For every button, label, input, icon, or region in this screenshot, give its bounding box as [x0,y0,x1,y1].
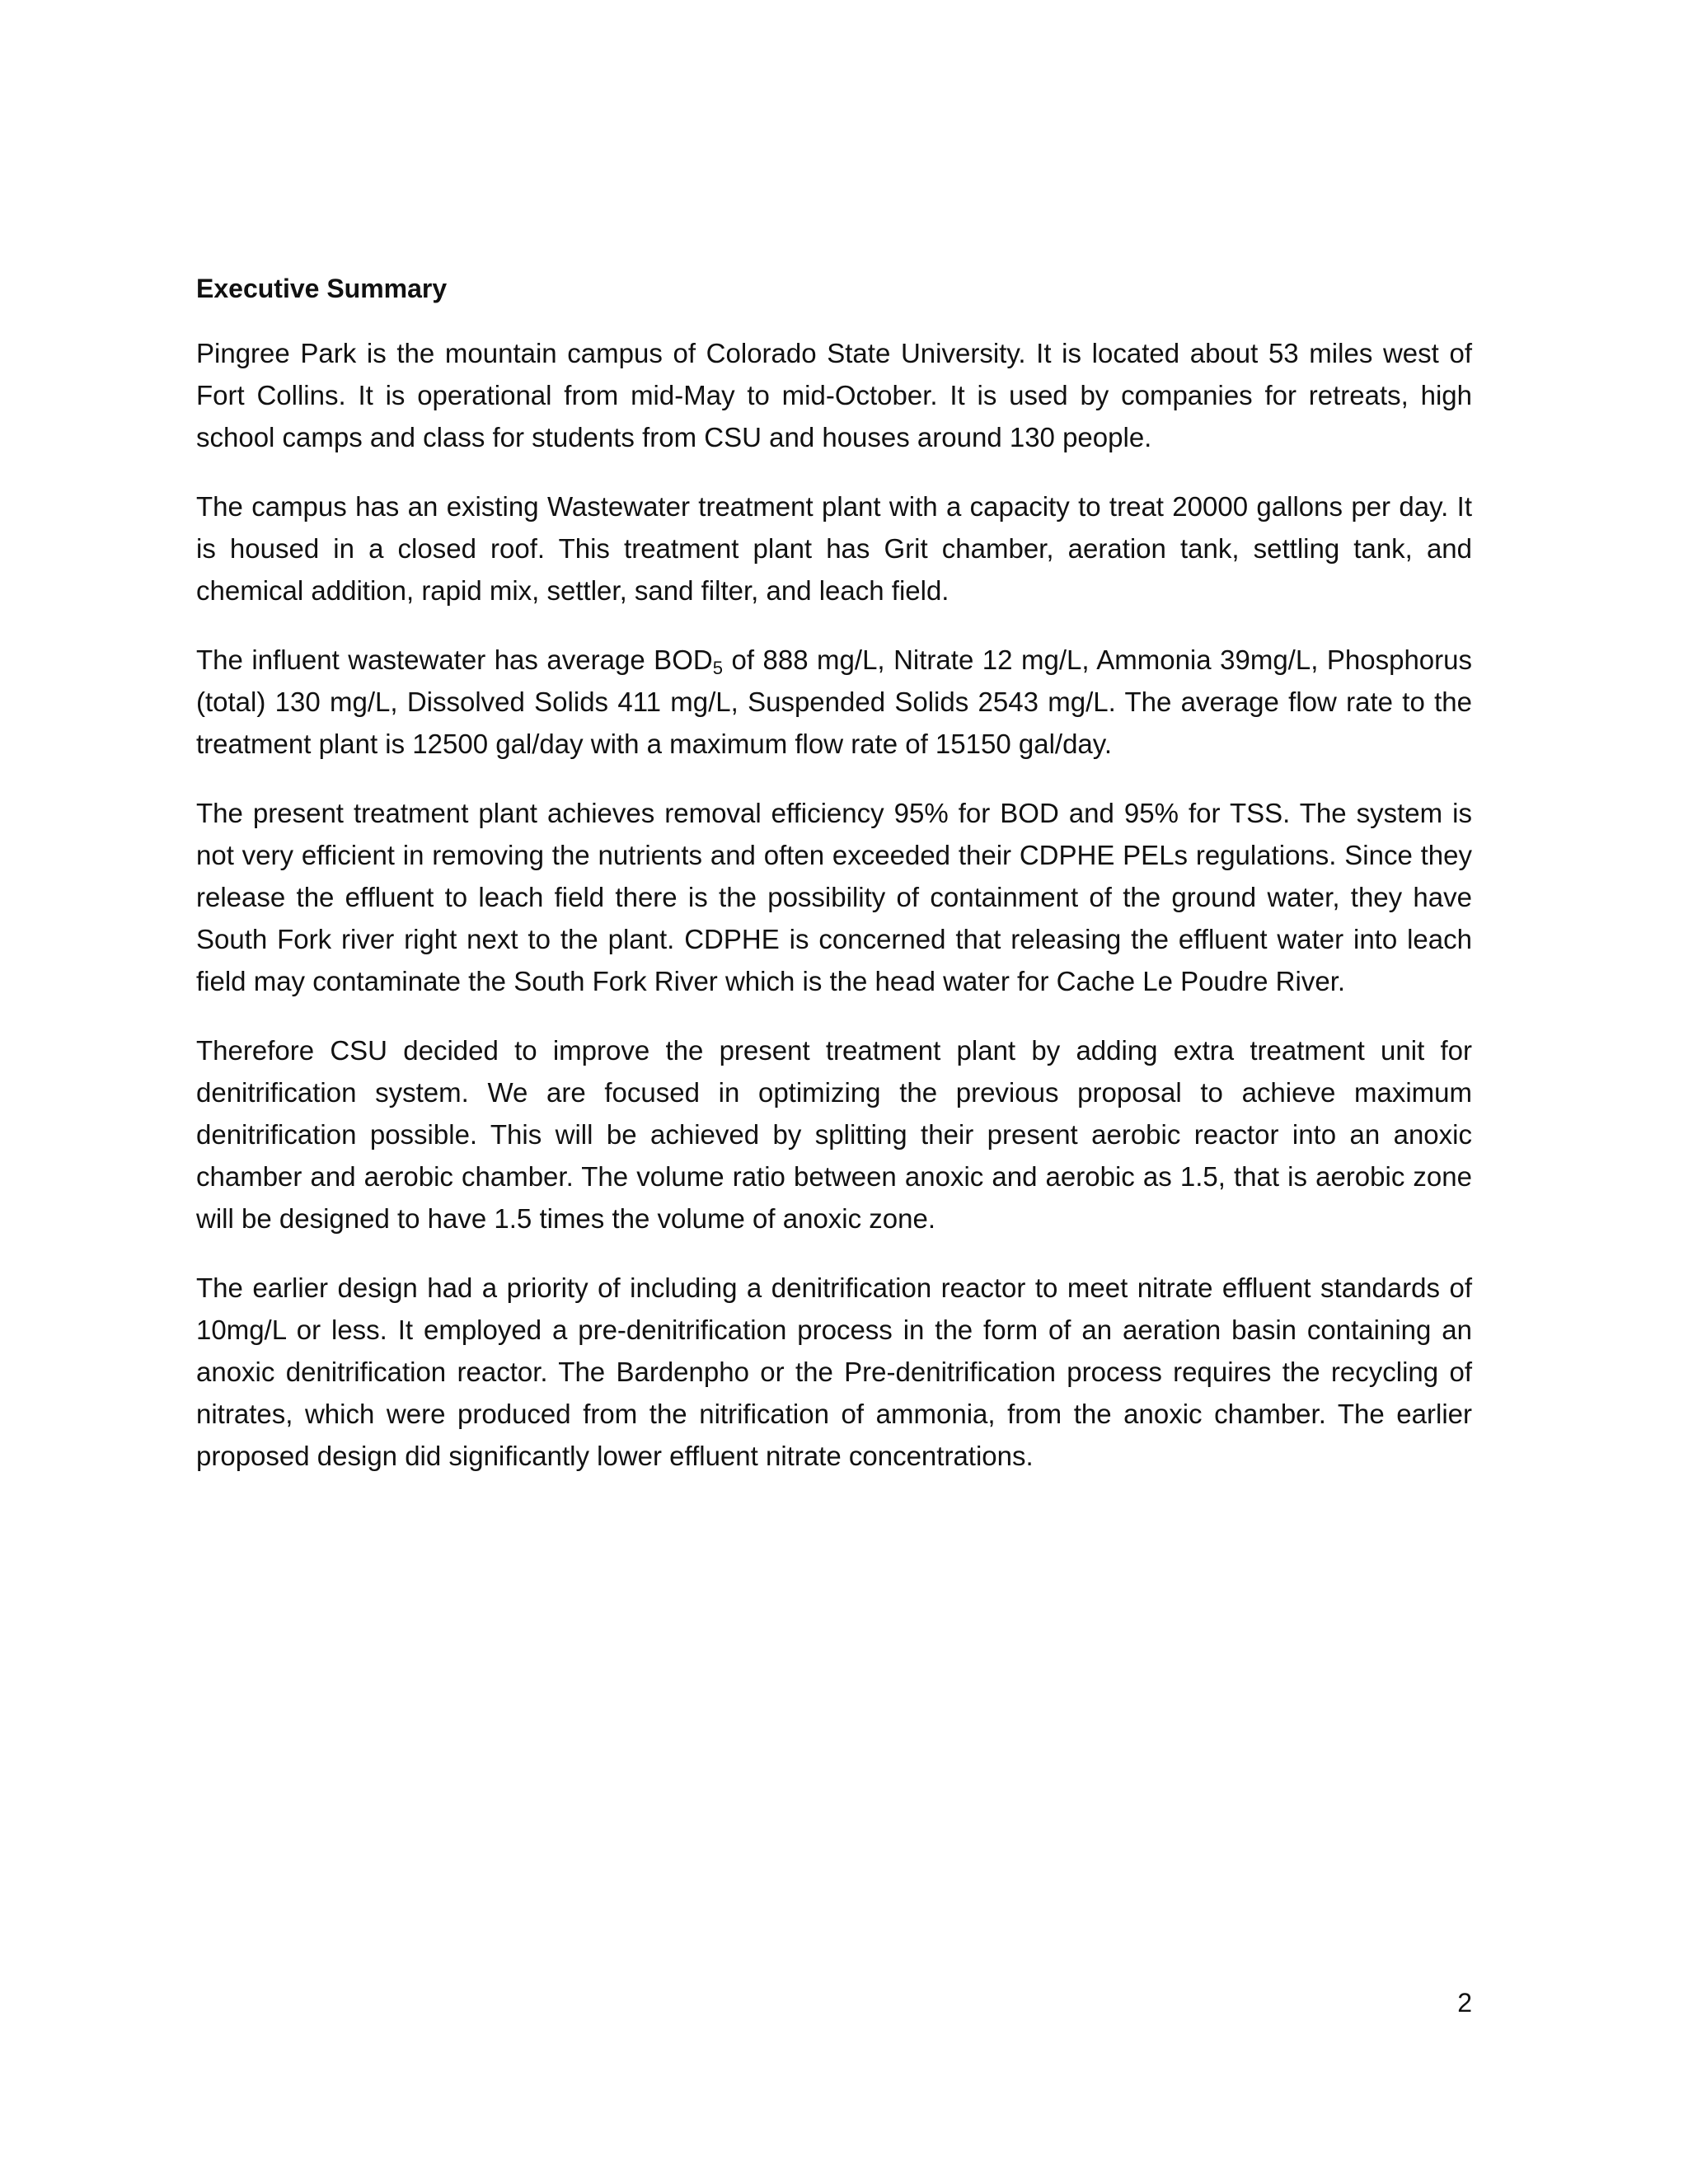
paragraph-improvement-plan: Therefore CSU decided to improve the present treatment plant by adding extra treatment unit for denitrification system. We are focused in optimizing the previous proposal to achieve maximum denitrification possible. This will be achieved by splitting their present aerobic reactor into an anoxic chamber and aerobic chamber. The volume ratio between anoxic and aerobic as 1.5, that is aerobic zone will be designed to have 1.5 times the volume of anoxic zone. [196,1035,1472,1234]
paragraph-existing-plant: The campus has an existing Wastewater treatment plant with a capacity to treat 20000 gallons per day. It is housed in a closed roof. This treatment plant has Grit chamber, aeration tank, settling tank, and chemical addition, rapid mix, settler, sand filter, and leach field. [196,491,1472,606]
paragraph-campus-overview: Pingree Park is the mountain campus of Colorado State University. It is located about 53 miles west of Fort Collins. It is operational from mid-May to mid-October. It is used by companies for retreats, high school camps and class for students from CSU and houses around 130 people. [196,338,1472,452]
paragraph-removal-efficiency: The present treatment plant achieves removal efficiency 95% for BOD and 95% for TSS. The system is not very efficient in removing the nutrients and often exceeded their CDPHE PELs regulations. Since they release the effluent to leach field there is the possibility of containment of the ground water, they have South Fork river right next to the plant. CDPHE is concerned that releasing the effluent water into leach field may contaminate the South Fork River which is the head water for Cache Le Poudre River. [196,798,1472,996]
paragraph-earlier-design: The earlier design had a priority of including a denitrification reactor to meet nitrate effluent standards of 10mg/L or less. It employed a pre-denitrification process in the form of an aeration basin containing an anoxic denitrification reactor. The Bardenpho or the Pre-denitrification process requires the recycling of nitrates, which were produced from the nitrification of ammonia, from the anoxic chamber. The earlier proposed design did significantly lower effluent nitrate concentrations. [196,1272,1472,1471]
document-body [196,272,1472,1504]
influent-text-end: of 888 mg/L, Nitrate 12 mg/L, Ammonia 39mg/L, Phosphorus (total) 130 mg/L, Dissolved Solids 411 mg/L, Suspended Solids 2543 mg/L. The average flow rate to the treatment plant is 12500 gal/day with a maximum flow rate of 15150 gal/day. [196,644,1472,759]
section-heading: Executive Summary [196,274,448,303]
page-number: 2 [1457,1988,1472,2018]
bod-subscript: 5 [712,658,723,678]
influent-text-start: The influent wastewater has average BOD [196,644,713,675]
paragraph-influent-characteristics [196,639,1472,765]
